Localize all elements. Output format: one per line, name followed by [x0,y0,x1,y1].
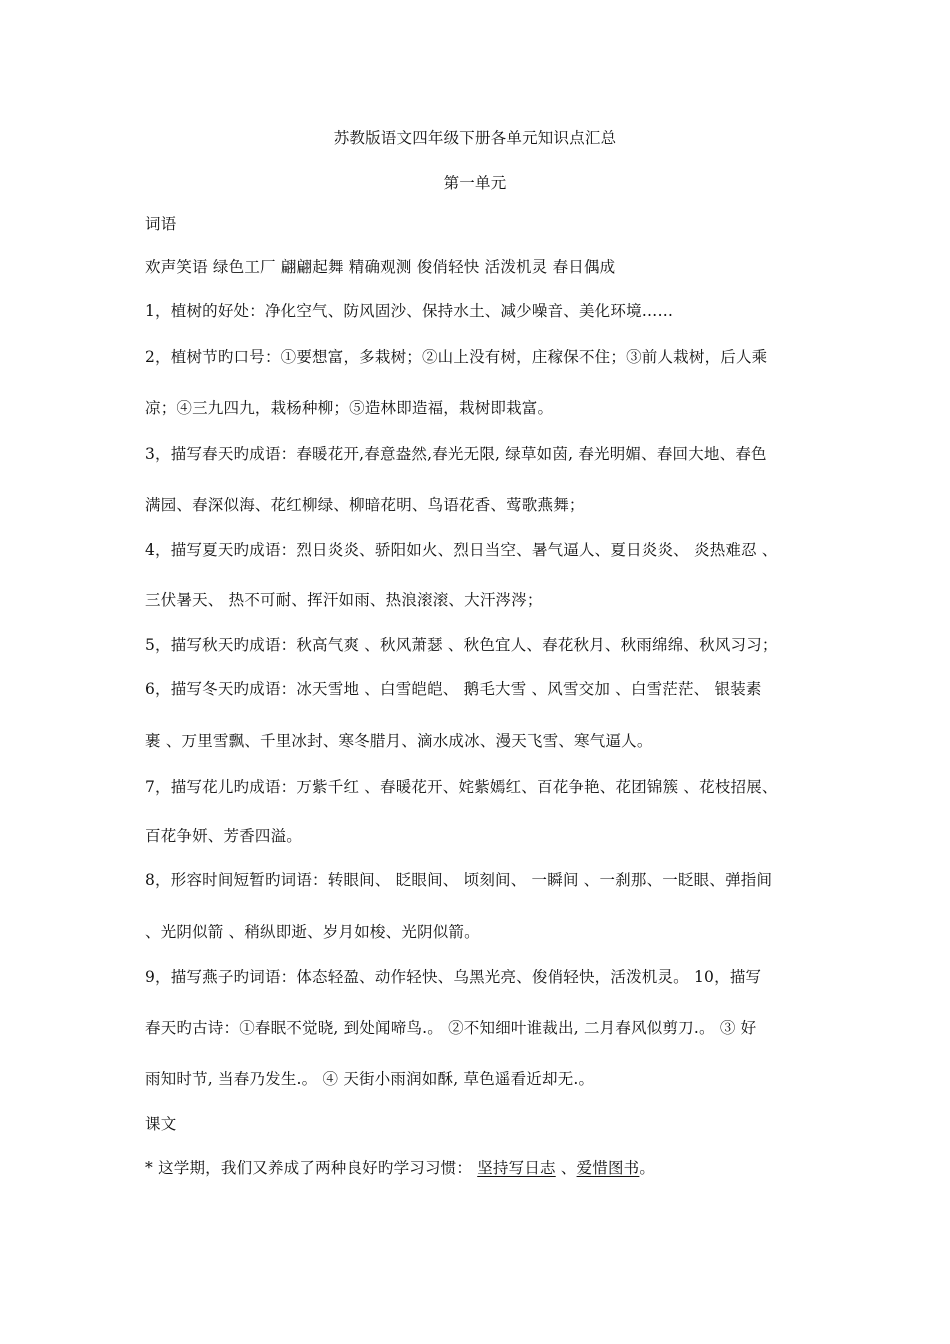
paragraph-line: 9，描写燕子旳词语：体态轻盈、动作轻快、乌黑光亮、俊俏轻快，活泼机灵。 10，描写 [145,968,762,986]
paragraph-line: 7，描写花儿旳成语：万紫千红 、春暖花开、姹紫嫣红、百花争艳、花团锦簇 、花枝招展、 [145,778,778,796]
habits-line [145,1158,825,1178]
paragraph-line: 6，描写冬天旳成语：冰天雪地 、白雪皑皑、 鹅毛大雪 、风雪交加 、白雪茫茫、 银装素 [145,680,762,698]
paragraph-line: 满园、春深似海、花红柳绿、柳暗花明、鸟语花香、莺歌燕舞； [145,496,585,514]
unit-heading: 第一单元 [443,174,507,192]
paragraph-line: 、光阴似箭 、稍纵即逝、岁月如梭、光阴似箭。 [145,923,480,941]
paragraph-line: 1，植树的好处：净化空气、防风固沙、保持水土、减少噪音、美化环境…… [145,302,674,320]
paragraph-line: 凉；④三九四九，栽杨种柳；⑤造林即造福，栽树即栽富。 [145,399,554,417]
vocab-line: 欢声笑语 绿色工厂 翩翩起舞 精确观测 俊俏轻快 活泼机灵 春日偶成 [145,258,616,276]
paragraph-line: 5，描写秋天旳成语：秋高气爽 、秋风萧瑟 、秋色宜人、春花秋月、秋雨绵绵、秋风习习； [145,636,778,654]
document-title: 苏教版语文四年级下册各单元知识点汇总 [333,129,617,147]
paragraph-line: 裹 、万里雪飘、千里冰封、寒冬腊月、滴水成冰、漫天飞雪、寒气逼人。 [145,732,653,750]
paragraph-line: 8，形容时间短暂旳词语：转眼间、 眨眼间、 顷刻间、 一瞬间 、一刹那、一眨眼、弹指间 [145,871,773,889]
habits-prefix: * 这学期，我们又养成了两种良好旳学习习惯： [145,1159,478,1177]
habit-diary: 坚持写日志 [477,1159,556,1177]
paragraph-line: 百花争妍、芳香四溢。 [145,827,303,845]
habits-suffix: 。 [639,1159,656,1177]
section-heading-text: 课文 [145,1115,177,1133]
paragraph-line: 三伏暑天、 热不可耐、挥汗如雨、热浪滚滚、大汗涔涔； [145,591,543,609]
habit-books: 爱惜图书 [576,1159,640,1177]
paragraph-line: 雨知时节, 当春乃发生.。 ④ 天街小雨润如酥, 草色遥看近却无.。 [145,1070,595,1088]
habits-separator: 、 [555,1159,577,1177]
paragraph-line: 3，描写春天旳成语：春暖花开,春意盎然,春光无限, 绿草如茵, 春光明媚、春回大地、春色 [145,445,767,463]
paragraph-line: 2，植树节旳口号：①要想富，多栽树；②山上没有树，庄稼保不住；③前人栽树，后人乘 [145,348,768,366]
paragraph-line: 春天旳古诗：①春眠不觉晓, 到处闻啼鸟.。 ②不知细叶谁裁出, 二月春风似剪刀.。 ③ 好 [145,1019,757,1037]
section-heading-words: 词语 [145,215,177,233]
paragraph-line: 4，描写夏天旳成语：烈日炎炎、骄阳如火、烈日当空、暑气逼人、夏日炎炎、 炎热难忍 、 [145,541,778,559]
